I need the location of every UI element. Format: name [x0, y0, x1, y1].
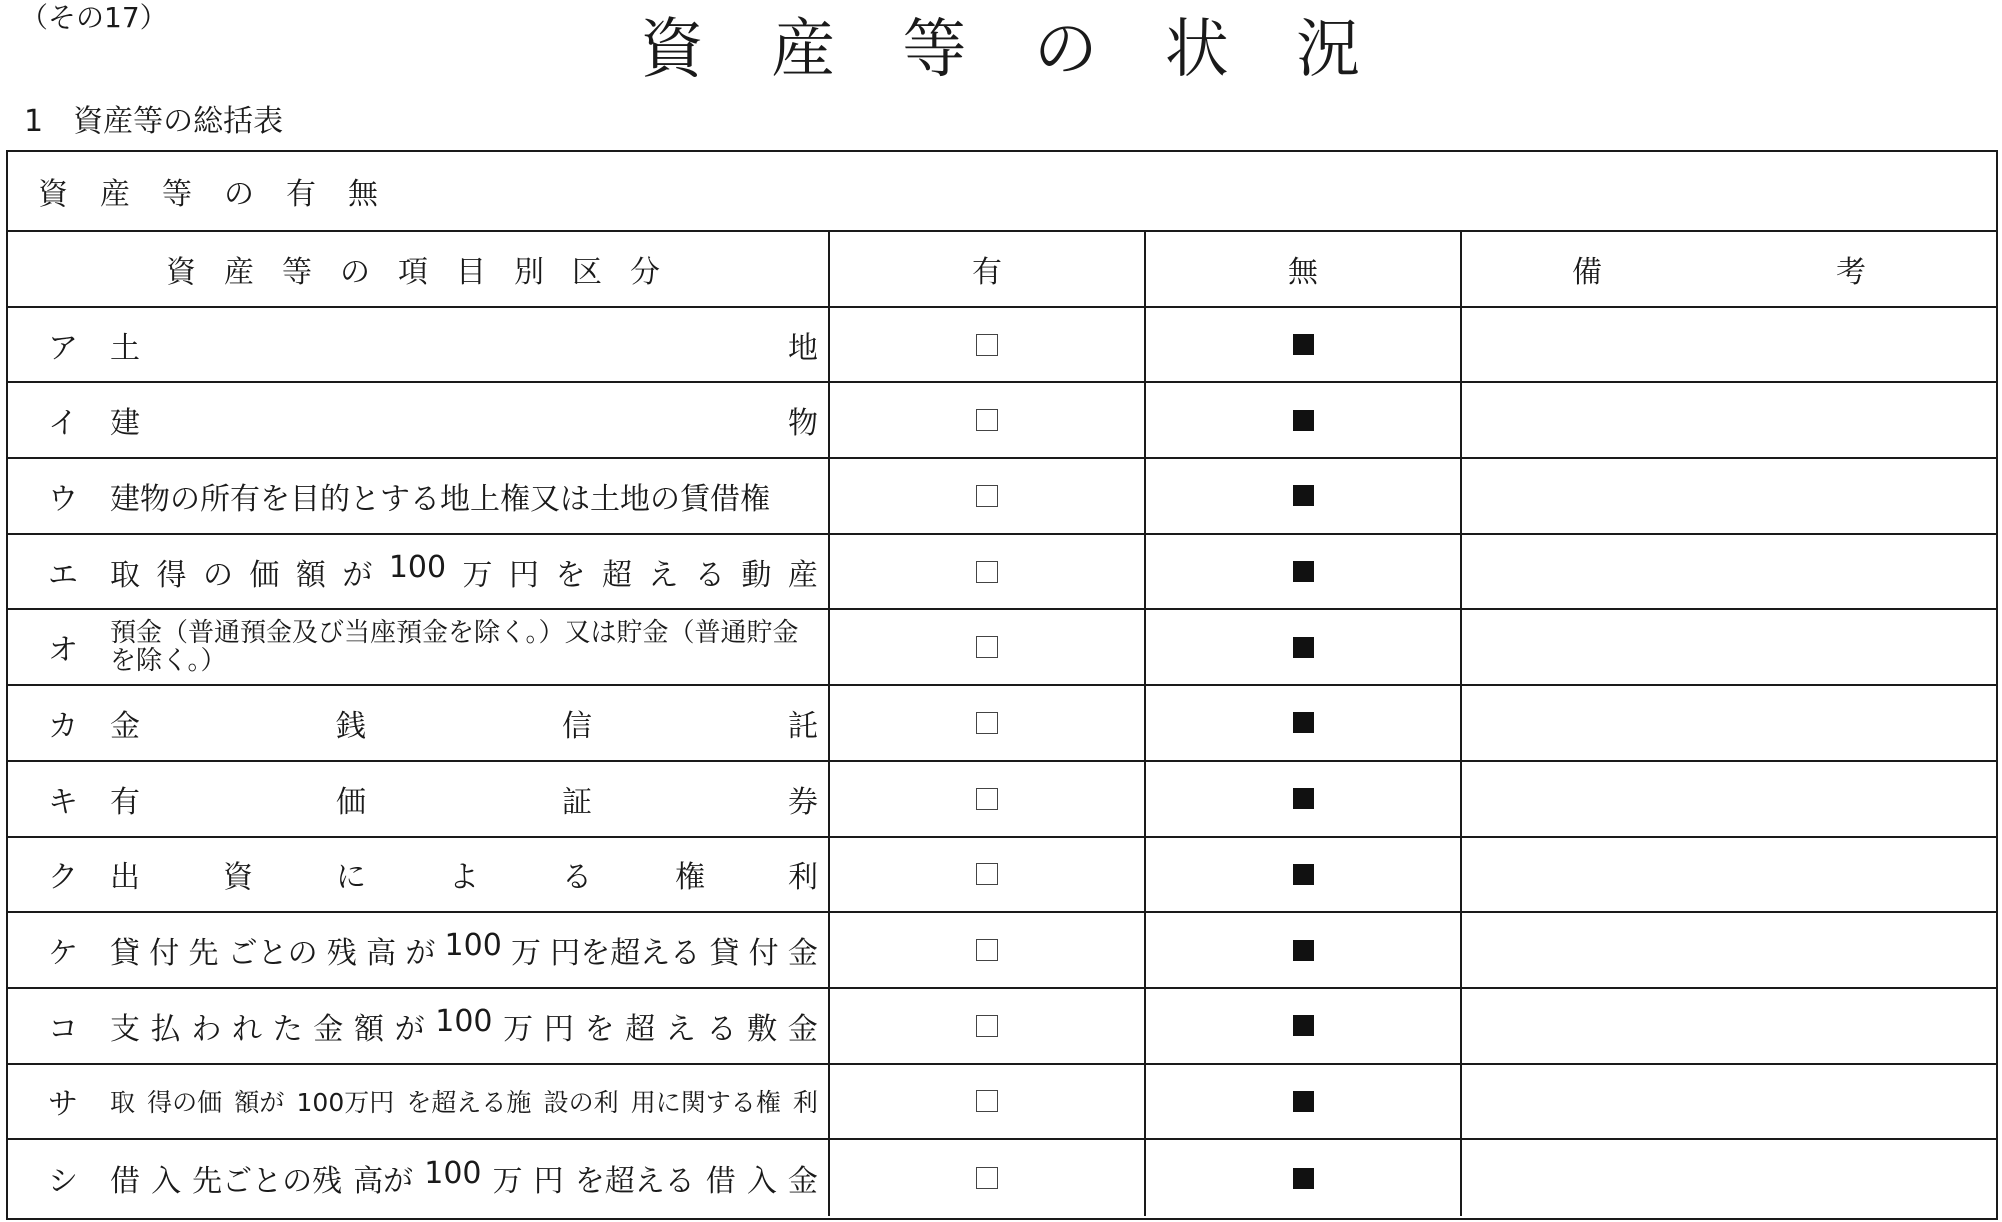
table-row	[8, 383, 1996, 459]
row-label-part: 金	[787, 936, 818, 972]
table-banner	[8, 152, 1996, 232]
no-checkbox-cell[interactable]	[1144, 535, 1460, 609]
table-row	[8, 762, 1996, 838]
row-letter: ア	[48, 330, 78, 366]
checked-square-icon[interactable]	[1293, 1015, 1314, 1036]
row-label-part: 産	[787, 557, 818, 593]
row-label-part: 超	[625, 1011, 656, 1047]
row-label-part: 額	[295, 557, 326, 593]
no-checkbox-cell[interactable]	[1144, 1140, 1460, 1216]
row-label-part: 付	[149, 936, 180, 972]
yes-checkbox-cell[interactable]	[828, 1140, 1144, 1216]
remarks-cell[interactable]	[1460, 838, 1996, 912]
unchecked-square-icon[interactable]	[976, 561, 998, 583]
row-label-part: 取	[110, 1088, 136, 1118]
row-item-cell	[8, 610, 828, 684]
row-item-cell	[8, 989, 828, 1063]
row-label-part: 万	[462, 557, 493, 593]
row-label-part: 100	[435, 1003, 493, 1039]
unchecked-square-icon[interactable]	[976, 1167, 998, 1189]
row-label-part: 金	[787, 1164, 818, 1200]
row-label-part: 入	[151, 1164, 182, 1200]
no-checkbox-cell[interactable]	[1144, 610, 1460, 684]
unchecked-square-icon[interactable]	[976, 409, 998, 431]
row-label-part: る	[694, 557, 725, 593]
yes-checkbox-cell[interactable]	[828, 913, 1144, 987]
no-checkbox-cell[interactable]	[1144, 459, 1460, 533]
row-letter: シ	[48, 1164, 78, 1200]
row-label-part: る	[562, 860, 592, 896]
unchecked-square-icon[interactable]	[976, 334, 998, 356]
row-label-part: の	[202, 557, 233, 593]
yes-checkbox-cell[interactable]	[828, 459, 1144, 533]
remarks-cell[interactable]	[1460, 610, 1996, 684]
row-item-cell	[8, 1140, 828, 1216]
yes-checkbox-cell[interactable]	[828, 535, 1144, 609]
yes-checkbox-cell[interactable]	[828, 1065, 1144, 1139]
yes-checkbox-cell[interactable]	[828, 686, 1144, 760]
row-label-part: 取	[110, 557, 140, 593]
row-label: 預金（普通預金及び当座預金を除く。）又は貯金（普通貯金を除く。）	[110, 618, 799, 677]
row-label	[110, 1004, 818, 1048]
row-label-part: 建物の所有を目的とする地上権又は土地の賃借権	[110, 481, 770, 517]
row-label-part: よ	[449, 860, 479, 896]
unchecked-square-icon[interactable]	[976, 636, 998, 658]
row-label-part: れ	[231, 1011, 262, 1047]
table-row	[8, 459, 1996, 535]
row-label-part: 地	[788, 330, 818, 366]
checked-square-icon[interactable]	[1293, 561, 1314, 582]
row-label-part: 銭	[336, 708, 366, 744]
row-label-part: 先ごとの残	[192, 1164, 343, 1200]
row-label	[110, 852, 818, 896]
row-letter: キ	[48, 784, 78, 820]
table-row	[8, 1065, 1996, 1141]
row-item-cell	[8, 1065, 828, 1139]
title-char: 等	[902, 13, 967, 87]
row-label-part: 万	[511, 936, 542, 972]
banner-char: 等	[162, 177, 192, 212]
row-item-cell	[8, 383, 828, 457]
title-char: 況	[1295, 13, 1360, 87]
table-body	[8, 308, 1996, 1216]
row-label-part: 額	[353, 1011, 384, 1047]
row-label-part: わ	[191, 1011, 222, 1047]
row-label-part: 残	[326, 936, 357, 972]
row-label-part: 貸	[110, 936, 140, 972]
row-label	[110, 1083, 818, 1119]
row-label-part: 託	[788, 708, 818, 744]
row-label-part: 信	[562, 708, 592, 744]
row-label-part: 先	[188, 936, 219, 972]
row-label-part: 払	[150, 1011, 181, 1047]
no-checkbox-cell[interactable]	[1144, 989, 1460, 1063]
row-label-part: 価	[336, 784, 366, 820]
row-label-part: 金	[313, 1011, 344, 1047]
unchecked-square-icon[interactable]	[976, 939, 998, 961]
unchecked-square-icon[interactable]	[976, 485, 998, 507]
table-row	[8, 838, 1996, 914]
row-label-part: 証	[562, 784, 592, 820]
checked-square-icon[interactable]	[1293, 788, 1314, 809]
row-label-part: 金	[110, 708, 140, 744]
checked-square-icon[interactable]	[1293, 485, 1314, 506]
checked-square-icon[interactable]	[1293, 1168, 1314, 1189]
table-row	[8, 989, 1996, 1065]
row-label-part: 利	[792, 1088, 818, 1118]
banner-char: 資	[38, 177, 68, 212]
no-checkbox-cell[interactable]	[1144, 913, 1460, 987]
unchecked-square-icon[interactable]	[976, 712, 998, 734]
row-label-part: 高	[366, 936, 397, 972]
no-checkbox-cell[interactable]	[1144, 383, 1460, 457]
no-checkbox-cell[interactable]	[1144, 686, 1460, 760]
remarks-cell[interactable]	[1460, 383, 1996, 457]
row-label-part: 100	[444, 928, 502, 964]
row-label	[110, 777, 818, 821]
row-label-part: 100	[424, 1156, 482, 1192]
remarks-cell[interactable]	[1460, 686, 1996, 760]
row-label-part: 支	[110, 1011, 140, 1047]
row-label-part: 建	[110, 406, 140, 442]
title-char: 資	[640, 13, 704, 87]
row-label-part: 動	[741, 557, 772, 593]
asset-summary-table	[6, 150, 1998, 1220]
table-row	[8, 686, 1996, 762]
banner-char: 産	[100, 177, 130, 212]
remarks-cell[interactable]	[1460, 1140, 1996, 1216]
remarks-cell[interactable]	[1460, 762, 1996, 836]
row-label-part: 100	[388, 549, 447, 585]
row-label	[110, 1156, 818, 1200]
row-letter: カ	[48, 708, 78, 744]
row-label-part: 設の利	[543, 1088, 619, 1118]
title-char: 産	[771, 13, 836, 87]
row-label	[110, 550, 818, 594]
row-label-part: 円を超える	[550, 936, 701, 972]
row-label-part: が	[405, 936, 436, 972]
checked-square-icon[interactable]	[1293, 712, 1314, 733]
header-yes: 有	[828, 232, 1144, 306]
row-item-cell	[8, 459, 828, 533]
checked-square-icon[interactable]	[1293, 940, 1314, 961]
row-label-part: 金	[787, 1011, 818, 1047]
row-label-part: 出	[110, 860, 140, 896]
row-letter: ク	[48, 860, 78, 896]
row-label-part: 額が	[234, 1088, 285, 1118]
title-char: 状	[1164, 13, 1229, 87]
remarks-cell[interactable]	[1460, 1065, 1996, 1139]
yes-checkbox-cell[interactable]	[828, 838, 1144, 912]
page-label: （その17）	[20, 1, 168, 34]
row-label-part: 円	[533, 1164, 564, 1200]
row-label-part: 物	[788, 406, 818, 442]
banner-char: 無	[348, 177, 378, 212]
checked-square-icon[interactable]	[1293, 410, 1314, 431]
row-label-part: 用に関する権	[630, 1088, 781, 1118]
yes-checkbox-cell[interactable]	[828, 989, 1144, 1063]
row-item-cell	[8, 838, 828, 912]
header-remarks: 備 考	[1460, 232, 1996, 306]
checked-square-icon[interactable]	[1293, 334, 1314, 355]
row-label-part: を	[584, 1011, 615, 1047]
no-checkbox-cell[interactable]	[1144, 762, 1460, 836]
yes-checkbox-cell[interactable]	[828, 308, 1144, 382]
header-item-category: 資 産 等 の 項 目 別 区 分	[166, 254, 660, 290]
row-label-part: 土	[110, 330, 140, 366]
row-letter: サ	[48, 1087, 78, 1123]
row-label-part: 入	[746, 1164, 777, 1200]
row-label-part: が	[342, 557, 373, 593]
table-row	[8, 1140, 1996, 1216]
no-checkbox-cell[interactable]	[1144, 308, 1460, 382]
row-label	[110, 323, 818, 367]
row-label-part: 超	[601, 557, 632, 593]
header-no: 無	[1144, 232, 1460, 306]
remarks-cell[interactable]	[1460, 913, 1996, 987]
checked-square-icon[interactable]	[1293, 1091, 1314, 1112]
row-label-part: 100万円	[296, 1088, 395, 1118]
row-label-part: に	[336, 860, 366, 896]
table-row	[8, 535, 1996, 611]
unchecked-square-icon[interactable]	[976, 1090, 998, 1112]
row-letter: イ	[48, 406, 78, 442]
row-label-part: が	[394, 1011, 425, 1047]
row-label-part: 付	[748, 936, 779, 972]
row-label	[110, 474, 818, 518]
row-label	[110, 928, 818, 972]
row-letter: オ	[48, 633, 78, 669]
row-label-part: 円	[543, 1011, 574, 1047]
row-label-part: る	[706, 1011, 737, 1047]
yes-checkbox-cell[interactable]	[828, 610, 1144, 684]
row-item-cell	[8, 535, 828, 609]
remarks-cell[interactable]	[1460, 459, 1996, 533]
yes-checkbox-cell[interactable]	[828, 383, 1144, 457]
row-letter: ウ	[48, 481, 78, 517]
row-label	[110, 398, 818, 442]
title-char: の	[1033, 13, 1098, 87]
row-label-part: 万	[492, 1164, 523, 1200]
row-label	[110, 701, 818, 745]
no-checkbox-cell[interactable]	[1144, 1065, 1460, 1139]
table-row	[8, 308, 1996, 384]
row-label-part: 得の価	[147, 1088, 223, 1118]
row-label-part: 利	[788, 860, 818, 896]
row-label-part: 借	[705, 1164, 736, 1200]
remarks-cell[interactable]	[1460, 989, 1996, 1063]
no-checkbox-cell[interactable]	[1144, 838, 1460, 912]
row-item-cell	[8, 762, 828, 836]
row-label-part: を	[555, 557, 586, 593]
table-header-row	[8, 232, 1996, 308]
row-label-part: 貸	[709, 936, 740, 972]
unchecked-square-icon[interactable]	[976, 788, 998, 810]
row-label-part: 円	[509, 557, 540, 593]
table-grid	[8, 232, 1996, 1216]
row-label-part: ごとの	[227, 936, 318, 972]
row-letter: エ	[48, 557, 78, 593]
row-label-part: 高が	[353, 1164, 414, 1200]
table-row	[8, 913, 1996, 989]
checked-square-icon[interactable]	[1293, 637, 1314, 658]
row-label-part: を超える	[574, 1164, 695, 1200]
yes-checkbox-cell[interactable]	[828, 762, 1144, 836]
row-label-part: た	[272, 1011, 303, 1047]
row-item-cell	[8, 308, 828, 382]
table-row	[8, 610, 1996, 686]
unchecked-square-icon[interactable]	[976, 1015, 998, 1037]
row-label-part: を超える施	[406, 1088, 532, 1118]
row-label-part: 敷	[747, 1011, 778, 1047]
remarks-cell[interactable]	[1460, 308, 1996, 382]
row-item-cell	[8, 913, 828, 987]
checked-square-icon[interactable]	[1293, 864, 1314, 885]
row-label-part: 権	[675, 860, 705, 896]
row-label-part: え	[665, 1011, 696, 1047]
row-label-part: 券	[788, 784, 818, 820]
row-label-part: 借	[110, 1164, 140, 1200]
row-label-part: 有	[110, 784, 140, 820]
document-title	[640, 4, 1360, 87]
row-label-part: 万	[503, 1011, 534, 1047]
remarks-cell[interactable]	[1460, 535, 1996, 609]
row-letter: コ	[48, 1011, 78, 1047]
row-letter: ケ	[48, 936, 78, 972]
banner-char: 有	[286, 177, 316, 212]
section-heading: 1 資産等の総括表	[24, 104, 284, 139]
row-label-part: 得	[156, 557, 187, 593]
row-label-part: 資	[223, 860, 253, 896]
banner-char: の	[224, 177, 254, 212]
row-label-part: え	[648, 557, 679, 593]
unchecked-square-icon[interactable]	[976, 863, 998, 885]
row-item-cell	[8, 686, 828, 760]
row-label-part: 価	[249, 557, 280, 593]
